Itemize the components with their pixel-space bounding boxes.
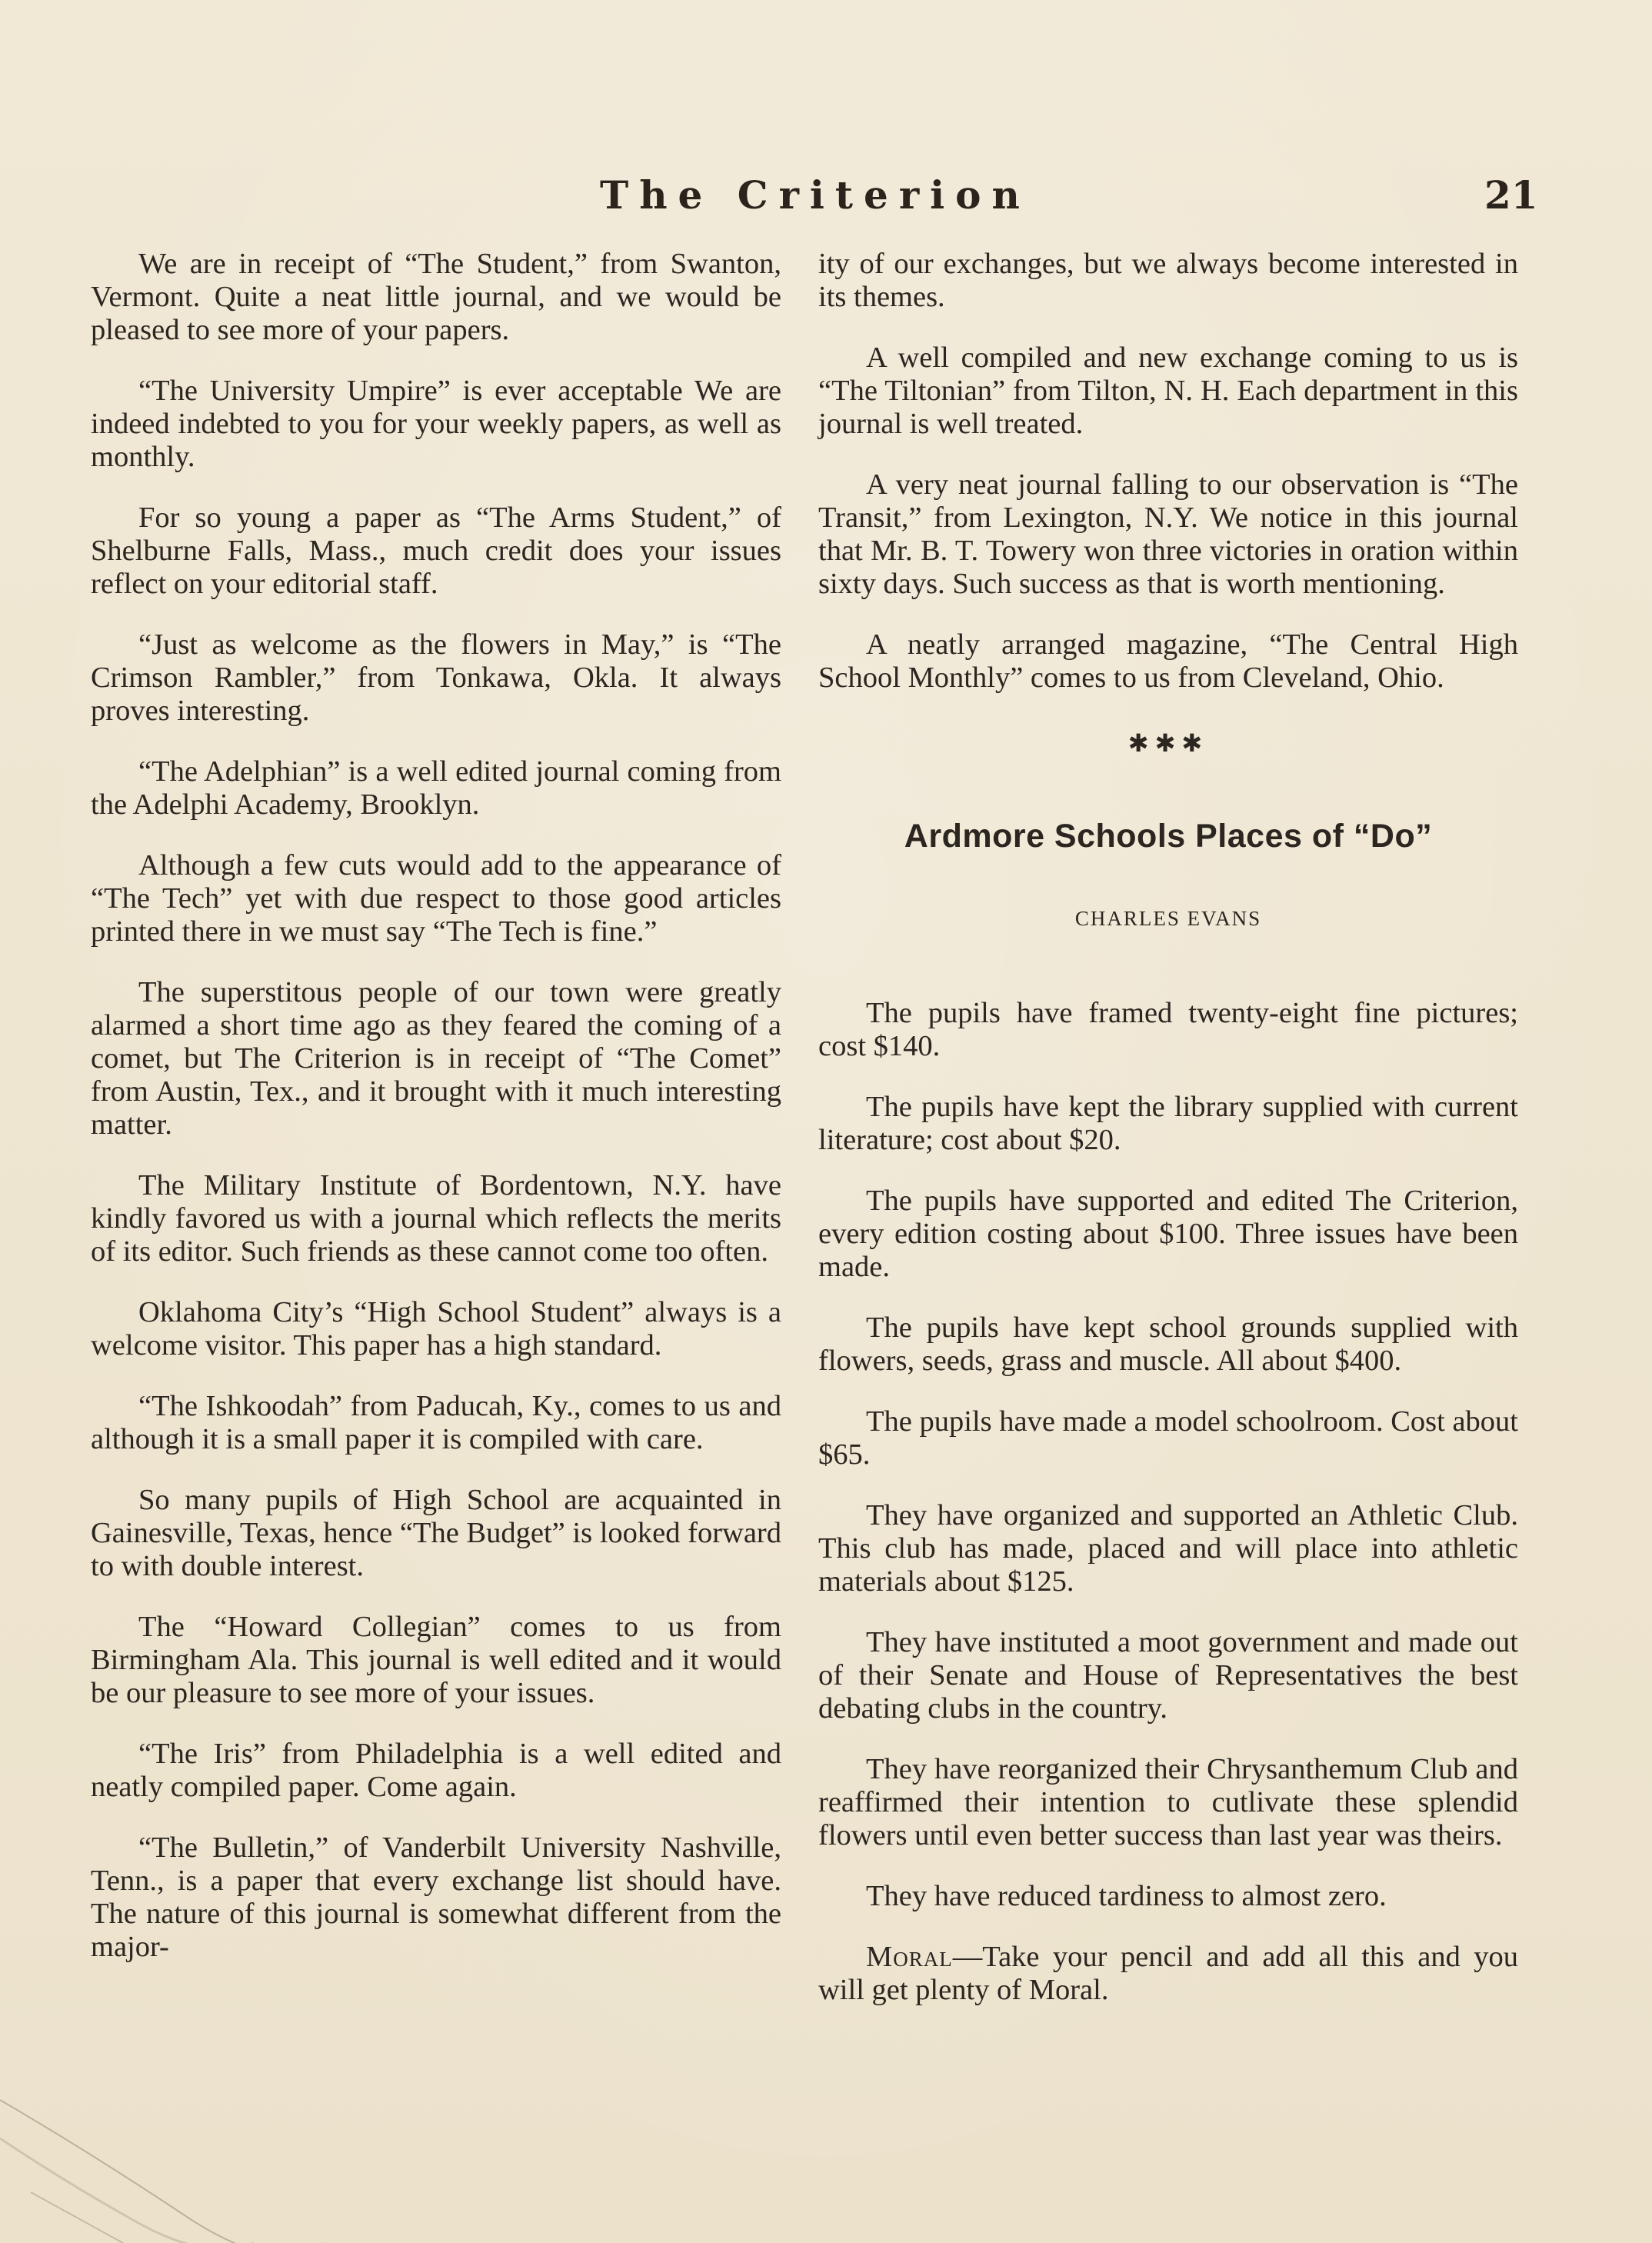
exchange-paragraph: A neatly arranged magazine, “The Central High School Monthly” comes to us from Cleveland, Ohio.	[818, 628, 1518, 694]
exchange-paragraph: So many pupils of High School are acquainted in Gainesville, Texas, hence “The Budget” is looked forward to with double interest.	[91, 1484, 781, 1582]
article-paragraph: They have reduced tardiness to almost zero.	[866, 1880, 1387, 1912]
section-separator: ✱✱✱	[1127, 729, 1209, 757]
exchange-paragraph: “The Adelphian” is a well edited journal coming from the Adelphi Academy, Brooklyn.	[91, 755, 781, 821]
exchange-paragraph: The superstitous people of our town were greatly alarmed a short time ago as they feared the coming of a comet, but The Criterion is in receipt of “The Comet” from Austin, Tex., and it brought with it much interesting matter.	[91, 976, 781, 1141]
article-paragraph: The pupils have kept the library supplied with current literature; cost about $20.	[818, 1091, 1518, 1156]
article-byline: CHARLES EVANS	[1074, 907, 1262, 930]
exchange-paragraph: “The Iris” from Philadelphia is a well edited and neatly compiled paper. Come again.	[91, 1738, 781, 1803]
left-column	[91, 248, 781, 1991]
article-paragraph: They have instituted a moot government and made out of their Senate and House of Representatives the best debating clubs in the country.	[818, 1626, 1518, 1725]
moral-text: —Take your pencil and add all this and you will get plenty of Moral.	[818, 1941, 1518, 2006]
article-paragraph: They have organized and supported an Athletic Club. This club has made, placed and will place into athletic materials about $125.	[818, 1499, 1518, 1598]
exchange-paragraph: “The Ishkoodah” from Paducah, Ky., comes to us and although it is a small paper it is compiled with care.	[91, 1390, 781, 1455]
right-column	[818, 248, 1518, 2035]
article-paragraph: The pupils have supported and edited The Criterion, every edition costing about $100. Three issues have been made.	[818, 1185, 1518, 1283]
article-paragraph: They have reorganized their Chrysanthemum Club and reaffirmed their intention to cutlivate these splendid flowers until even better success than last year was theirs.	[818, 1753, 1518, 1851]
exchange-paragraph: “The Bulletin,” of Vanderbilt University Nashville, Tenn., is a paper that every exchange list should have. The nature of this journal is somewhat different from the major-	[91, 1831, 781, 1963]
running-title: The Criterion	[600, 172, 1031, 218]
page-number: 21	[1484, 172, 1538, 218]
article-paragraph: The pupils have made a model schoolroom. Cost about $65.	[818, 1405, 1518, 1471]
exchange-paragraph: A very neat journal falling to our observation is “The Transit,” from Lexington, N.Y. We notice in this journal that Mr. B. T. Towery won three victories in oration within sixty days. Such success as that is worth mentioning.	[818, 468, 1518, 600]
exchange-paragraph: “The University Umpire” is ever acceptable We are indeed indebted to you for your weekly papers, as well as monthly.	[91, 375, 781, 473]
article-title: Ardmore Schools Places of “Do”	[904, 818, 1433, 855]
exchange-paragraph: “Just as welcome as the flowers in May,” is “The Crimson Rambler,” from Tonkawa, Okla. It always proves interesting.	[91, 628, 781, 727]
running-head	[0, 172, 1652, 226]
exchange-paragraph: The “Howard Collegian” comes to us from Birmingham Ala. This journal is well edited and it would be our pleasure to see more of your issues.	[91, 1611, 781, 1709]
exchange-paragraph: We are in receipt of “The Student,” from Swanton, Vermont. Quite a neat little journal, and we would be pleased to see more of your papers.	[91, 248, 781, 346]
moral-label: Moral	[866, 1941, 953, 1973]
exchange-paragraph: For so young a paper as “The Arms Student,” of Shelburne Falls, Mass., much credit does your issues reflect on your editorial staff.	[91, 502, 781, 600]
article-paragraph: The pupils have framed twenty-eight fine pictures; cost $140.	[818, 997, 1518, 1062]
paper-crease	[0, 2069, 323, 2243]
article-paragraph: The pupils have kept school grounds supplied with flowers, seeds, grass and muscle. All about $400.	[818, 1311, 1518, 1377]
continued-paragraph: ity of our exchanges, but we always become interested in its themes.	[818, 248, 1518, 313]
exchange-paragraph: A well compiled and new exchange coming to us is “The Tiltonian” from Tilton, N. H. Each department in this journal is well treated.	[818, 342, 1518, 440]
exchange-paragraph: The Military Institute of Bordentown, N.Y. have kindly favored us with a journal which reflects the merits of its editor. Such friends as these cannot come too often.	[91, 1169, 781, 1268]
moral-paragraph	[818, 1941, 1518, 2007]
exchange-paragraph: Although a few cuts would add to the appearance of “The Tech” yet with due respect to those good articles printed there in we must say “The Tech is fine.”	[91, 849, 781, 948]
exchange-paragraph: Oklahoma City’s “High School Student” always is a welcome visitor. This paper has a high standard.	[91, 1296, 781, 1361]
